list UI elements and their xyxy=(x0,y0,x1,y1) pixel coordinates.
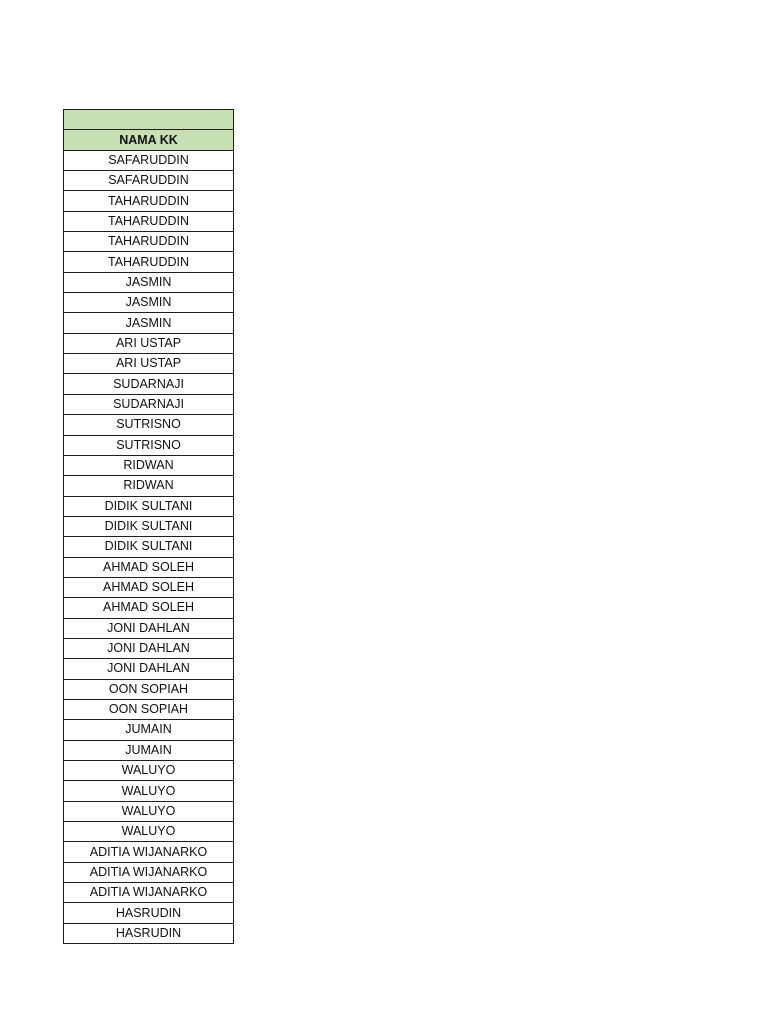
table-row xyxy=(64,801,234,821)
table-cell-nama-kk: AHMAD SOLEH xyxy=(64,577,234,597)
table-cell-nama-kk: ADITIA WIJANARKO xyxy=(64,842,234,862)
table-row xyxy=(64,618,234,638)
table-row xyxy=(64,699,234,719)
table-cell-nama-kk: ARI USTAP xyxy=(64,354,234,374)
table-row xyxy=(64,171,234,191)
header-band-row xyxy=(64,110,234,130)
column-header-nama-kk: NAMA KK xyxy=(64,130,234,150)
table-row xyxy=(64,679,234,699)
table-cell-nama-kk: TAHARUDDIN xyxy=(64,211,234,231)
table-row xyxy=(64,557,234,577)
table-cell-nama-kk: JASMIN xyxy=(64,272,234,292)
table-row xyxy=(64,496,234,516)
table-cell-nama-kk: HASRUDIN xyxy=(64,903,234,923)
table-cell-nama-kk: HASRUDIN xyxy=(64,923,234,943)
table-cell-nama-kk: AHMAD SOLEH xyxy=(64,598,234,618)
table-cell-nama-kk: ADITIA WIJANARKO xyxy=(64,862,234,882)
table-cell-nama-kk: DIDIK SULTANI xyxy=(64,537,234,557)
table-row xyxy=(64,740,234,760)
table-cell-nama-kk: TAHARUDDIN xyxy=(64,191,234,211)
table-cell-nama-kk: WALUYO xyxy=(64,781,234,801)
table-row xyxy=(64,313,234,333)
table-cell-nama-kk: RIDWAN xyxy=(64,476,234,496)
table-row xyxy=(64,883,234,903)
table-cell-nama-kk: JONI DAHLAN xyxy=(64,638,234,658)
table-cell-nama-kk: SAFARUDDIN xyxy=(64,150,234,170)
table-row xyxy=(64,577,234,597)
table-cell-nama-kk: DIDIK SULTANI xyxy=(64,516,234,536)
table-row xyxy=(64,232,234,252)
table-cell-nama-kk: RIDWAN xyxy=(64,455,234,475)
table-row xyxy=(64,923,234,943)
table-body xyxy=(64,110,234,944)
table-row xyxy=(64,761,234,781)
table-row xyxy=(64,842,234,862)
table-row xyxy=(64,354,234,374)
table-row xyxy=(64,781,234,801)
table-row xyxy=(64,252,234,272)
table-cell-nama-kk: JUMAIN xyxy=(64,720,234,740)
table-row xyxy=(64,455,234,475)
table-row xyxy=(64,333,234,353)
table-cell-nama-kk: WALUYO xyxy=(64,761,234,781)
table-cell-nama-kk: WALUYO xyxy=(64,801,234,821)
table-row xyxy=(64,272,234,292)
table-row xyxy=(64,516,234,536)
table-row xyxy=(64,598,234,618)
table-row xyxy=(64,537,234,557)
table-row xyxy=(64,415,234,435)
table-row xyxy=(64,211,234,231)
table-cell-nama-kk: ARI USTAP xyxy=(64,333,234,353)
header-band-cell xyxy=(64,110,234,130)
header-row xyxy=(64,130,234,150)
table-cell-nama-kk: JONI DAHLAN xyxy=(64,618,234,638)
table-row xyxy=(64,374,234,394)
table-row xyxy=(64,903,234,923)
table-cell-nama-kk: DIDIK SULTANI xyxy=(64,496,234,516)
table-cell-nama-kk: TAHARUDDIN xyxy=(64,232,234,252)
table-cell-nama-kk: SAFARUDDIN xyxy=(64,171,234,191)
table-row xyxy=(64,191,234,211)
table-row xyxy=(64,293,234,313)
table-row xyxy=(64,476,234,496)
table-row xyxy=(64,862,234,882)
table-cell-nama-kk: JUMAIN xyxy=(64,740,234,760)
table-row xyxy=(64,720,234,740)
table-row xyxy=(64,822,234,842)
table-cell-nama-kk: ADITIA WIJANARKO xyxy=(64,883,234,903)
nama-kk-table xyxy=(63,109,234,944)
table-cell-nama-kk: SUDARNAJI xyxy=(64,374,234,394)
table-row xyxy=(64,394,234,414)
table-row xyxy=(64,435,234,455)
table-cell-nama-kk: JASMIN xyxy=(64,293,234,313)
table-cell-nama-kk: TAHARUDDIN xyxy=(64,252,234,272)
table-cell-nama-kk: OON SOPIAH xyxy=(64,679,234,699)
table-cell-nama-kk: SUTRISNO xyxy=(64,435,234,455)
table-cell-nama-kk: AHMAD SOLEH xyxy=(64,557,234,577)
table-row xyxy=(64,638,234,658)
table-cell-nama-kk: SUDARNAJI xyxy=(64,394,234,414)
table-cell-nama-kk: JASMIN xyxy=(64,313,234,333)
table-row xyxy=(64,659,234,679)
table-cell-nama-kk: JONI DAHLAN xyxy=(64,659,234,679)
table-cell-nama-kk: SUTRISNO xyxy=(64,415,234,435)
table-cell-nama-kk: OON SOPIAH xyxy=(64,699,234,719)
table-cell-nama-kk: WALUYO xyxy=(64,822,234,842)
table-row xyxy=(64,150,234,170)
